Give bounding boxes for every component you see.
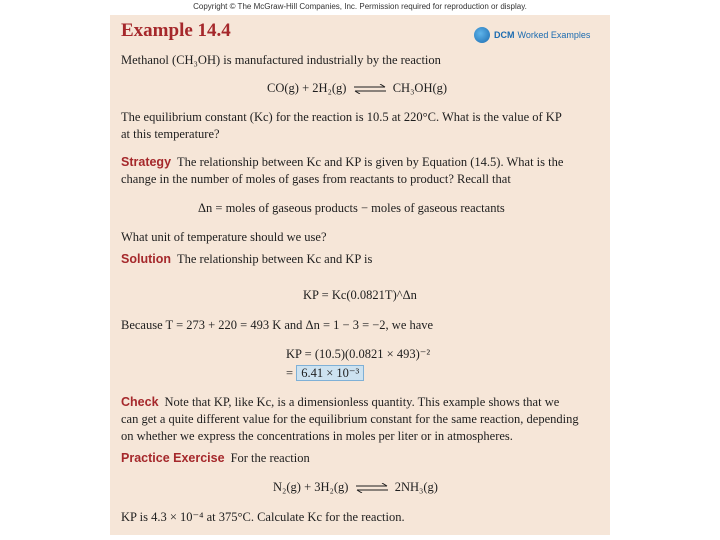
check-line-1 bbox=[121, 395, 559, 410]
copyright-notice: Copyright © The McGraw-Hill Companies, Inc. Permission required for reproduction or display. bbox=[193, 2, 527, 11]
reaction-left: CO(g) + 2H₂(g) bbox=[267, 81, 347, 95]
kp-kc-relation: KP = Kc(0.0821T)^Δn bbox=[303, 288, 417, 302]
strategy-text: The relationship between Kc and KP is given by Equation (14.5). What is the bbox=[177, 155, 564, 169]
question-line-2: at this temperature? bbox=[121, 127, 220, 141]
ammonia-reaction bbox=[273, 480, 438, 495]
strategy-line-3: What unit of temperature should we use? bbox=[121, 230, 327, 244]
practice-reaction-right: 2NH₃(g) bbox=[394, 480, 438, 494]
solution-line-2: Because T = 273 + 220 = 493 K and Δn = 1 − 3 = −2, we have bbox=[121, 318, 434, 332]
strategy-line-1 bbox=[121, 155, 563, 170]
practice-reaction-left: N₂(g) + 3H₂(g) bbox=[273, 480, 349, 494]
check-text: Note that KP, like Kc, is a dimensionless quantity. This example shows that we bbox=[164, 395, 560, 409]
kp-result-value: 6.41 × 10⁻³ bbox=[296, 365, 364, 381]
practice-line-1 bbox=[121, 451, 310, 466]
worked-example-panel bbox=[110, 15, 610, 535]
equilibrium-arrow-icon bbox=[355, 483, 389, 493]
equilibrium-arrow-icon bbox=[353, 84, 387, 94]
kp-calculation: KP = (10.5)(0.0821 × 493)⁻² bbox=[286, 347, 431, 361]
dcm-worked-examples-badge[interactable] bbox=[474, 27, 590, 43]
practice-heading: Practice Exercise bbox=[121, 451, 225, 465]
kp-result bbox=[286, 365, 364, 381]
check-heading: Check bbox=[121, 395, 159, 409]
methanol-reaction bbox=[267, 81, 447, 96]
check-line-2: can get a quite different value for the equilibrium constant for the same reaction, depending bbox=[121, 412, 579, 426]
question-line-1: The equilibrium constant (Kc) for the reaction is 10.5 at 220°C. What is the value of KP bbox=[121, 110, 562, 124]
dcm-logo-icon bbox=[474, 27, 490, 43]
solution-line-1 bbox=[121, 252, 372, 267]
strategy-line-2: change in the number of moles of gases from reactants to product? Recall that bbox=[121, 172, 511, 186]
reaction-right: CH₃OH(g) bbox=[392, 81, 448, 95]
strategy-heading: Strategy bbox=[121, 155, 172, 169]
intro-text: Methanol (CH₃OH) is manufactured industrially by the reaction bbox=[121, 53, 441, 67]
check-line-3: on whether we express the concentrations in moles per liter or in atmospheres. bbox=[121, 429, 513, 443]
equals-sign: = bbox=[286, 366, 294, 380]
dcm-label: Worked Examples bbox=[517, 30, 591, 40]
solution-text: The relationship between Kc and KP is bbox=[177, 252, 373, 266]
example-title: Example 14.4 bbox=[121, 20, 231, 41]
delta-n-equation: Δn = moles of gaseous products − moles of gaseous reactants bbox=[198, 201, 505, 215]
practice-text: For the reaction bbox=[230, 451, 310, 465]
dcm-brand: DCM bbox=[494, 30, 515, 40]
practice-line-2: KP is 4.3 × 10⁻⁴ at 375°C. Calculate Kc for the reaction. bbox=[121, 510, 405, 524]
solution-heading: Solution bbox=[121, 252, 171, 266]
